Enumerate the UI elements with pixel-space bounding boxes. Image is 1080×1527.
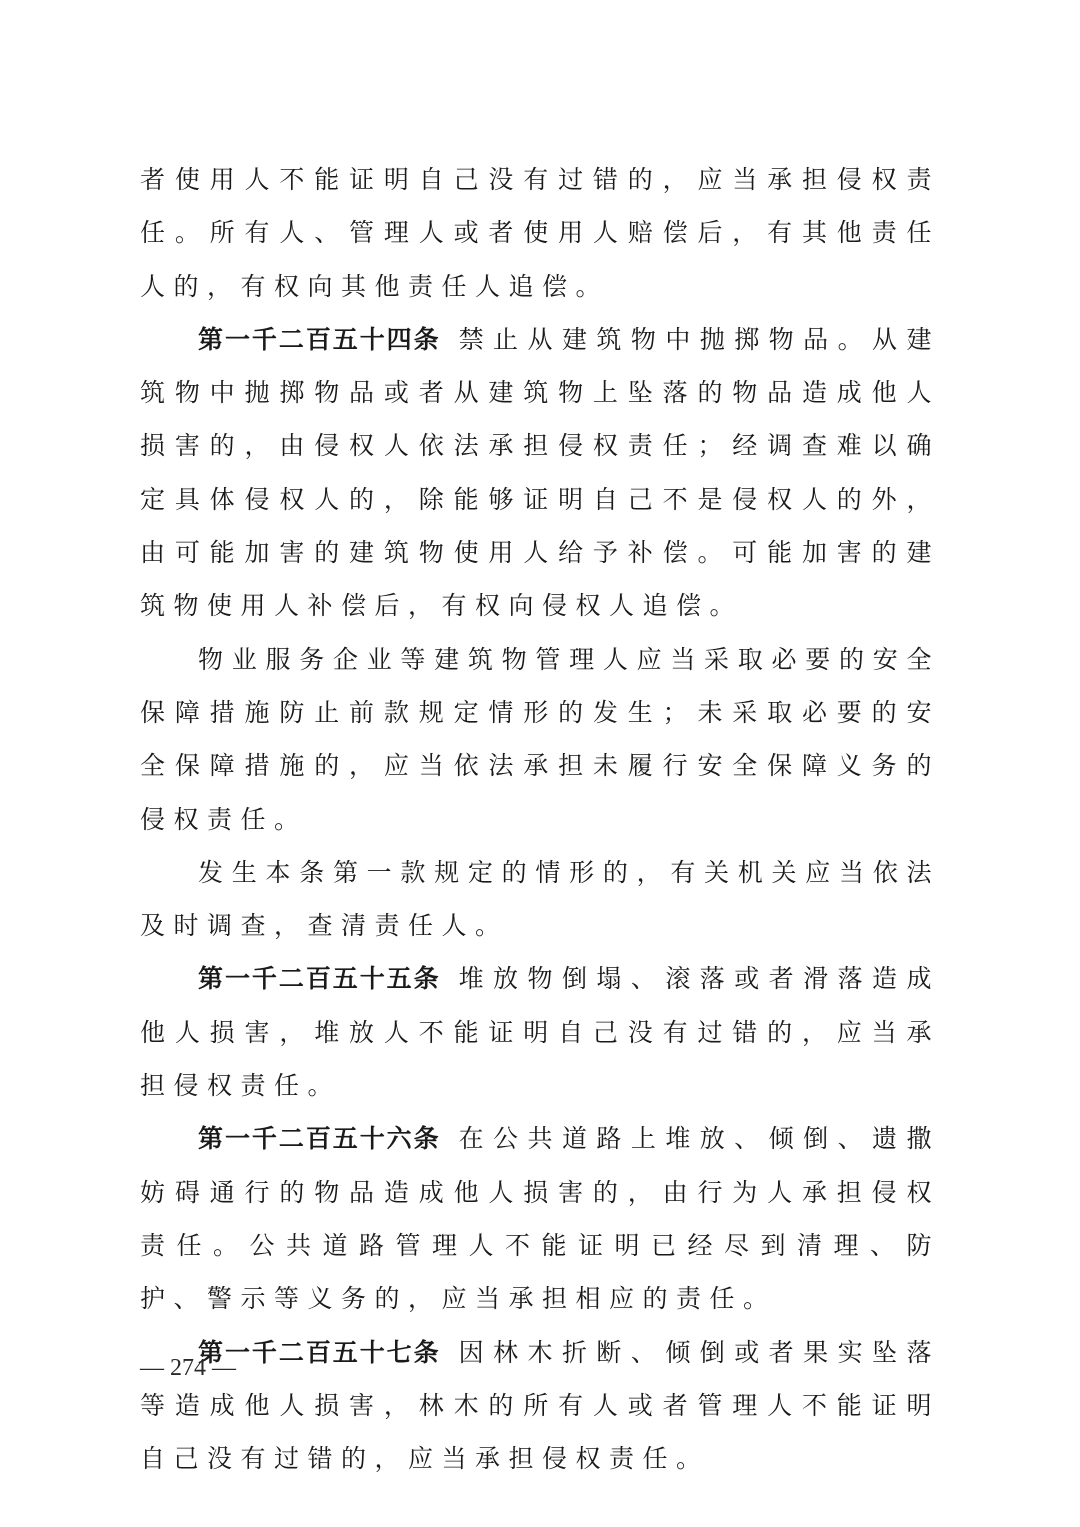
paragraph-text: 在公共道路上堆放、倾倒、遗撒妨碍通行的物品造成他人损害的，由行为人承担侵权责任。公共道路管理人不能证明已经尽到清理、防护、警示等义务的，应当承担相应的责任。 (140, 1124, 940, 1314)
article-heading: 第一千二百五十四条 (198, 324, 441, 354)
paragraph-text: 者使用人不能证明自己没有过错的，应当承担侵权责任。所有人、管理人或者使用人赔偿后，有其他责任人的，有权向其他责任人追偿。 (140, 165, 940, 301)
document-body (140, 153, 940, 1485)
paragraph-continued (140, 153, 940, 313)
article-heading: 第一千二百五十五条 (198, 964, 441, 994)
article-1257 (140, 1326, 940, 1486)
article-heading: 第一千二百五十六条 (198, 1124, 441, 1154)
article-1254 (140, 313, 940, 633)
article-1255 (140, 952, 940, 1112)
article-1256 (140, 1112, 940, 1325)
article-heading: 第一千二百五十七条 (198, 1337, 441, 1367)
article-1254-paragraph-2 (140, 633, 940, 846)
paragraph-text: 禁止从建筑物中抛掷物品。从建筑物中抛掷物品或者从建筑物上坠落的物品造成他人损害的，由侵权人依法承担侵权责任；经调查难以确定具体侵权人的，除能够证明自己不是侵权人的外，由可能加害的建筑物使用人给予补偿。可能加害的建筑物使用人补偿后，有权向侵权人追偿。 (140, 324, 940, 621)
paragraph-text: 堆放物倒塌、滚落或者滑落造成他人损害，堆放人不能证明自己没有过错的，应当承担侵权责任。 (140, 964, 940, 1101)
paragraph-text: 因林木折断、倾倒或者果实坠落等造成他人损害，林木的所有人或者管理人不能证明自己没有过错的，应当承担侵权责任。 (140, 1337, 940, 1474)
article-1254-paragraph-3 (140, 846, 940, 953)
paragraph-text: 物业服务企业等建筑物管理人应当采取必要的安全保障措施防止前款规定情形的发生；未采取必要的安全保障措施的，应当依法承担未履行安全保障义务的侵权责任。 (140, 644, 940, 834)
paragraph-text: 发生本条第一款规定的情形的，有关机关应当依法及时调查，查清责任人。 (140, 857, 940, 941)
page-number: — 274 — (140, 1355, 236, 1381)
